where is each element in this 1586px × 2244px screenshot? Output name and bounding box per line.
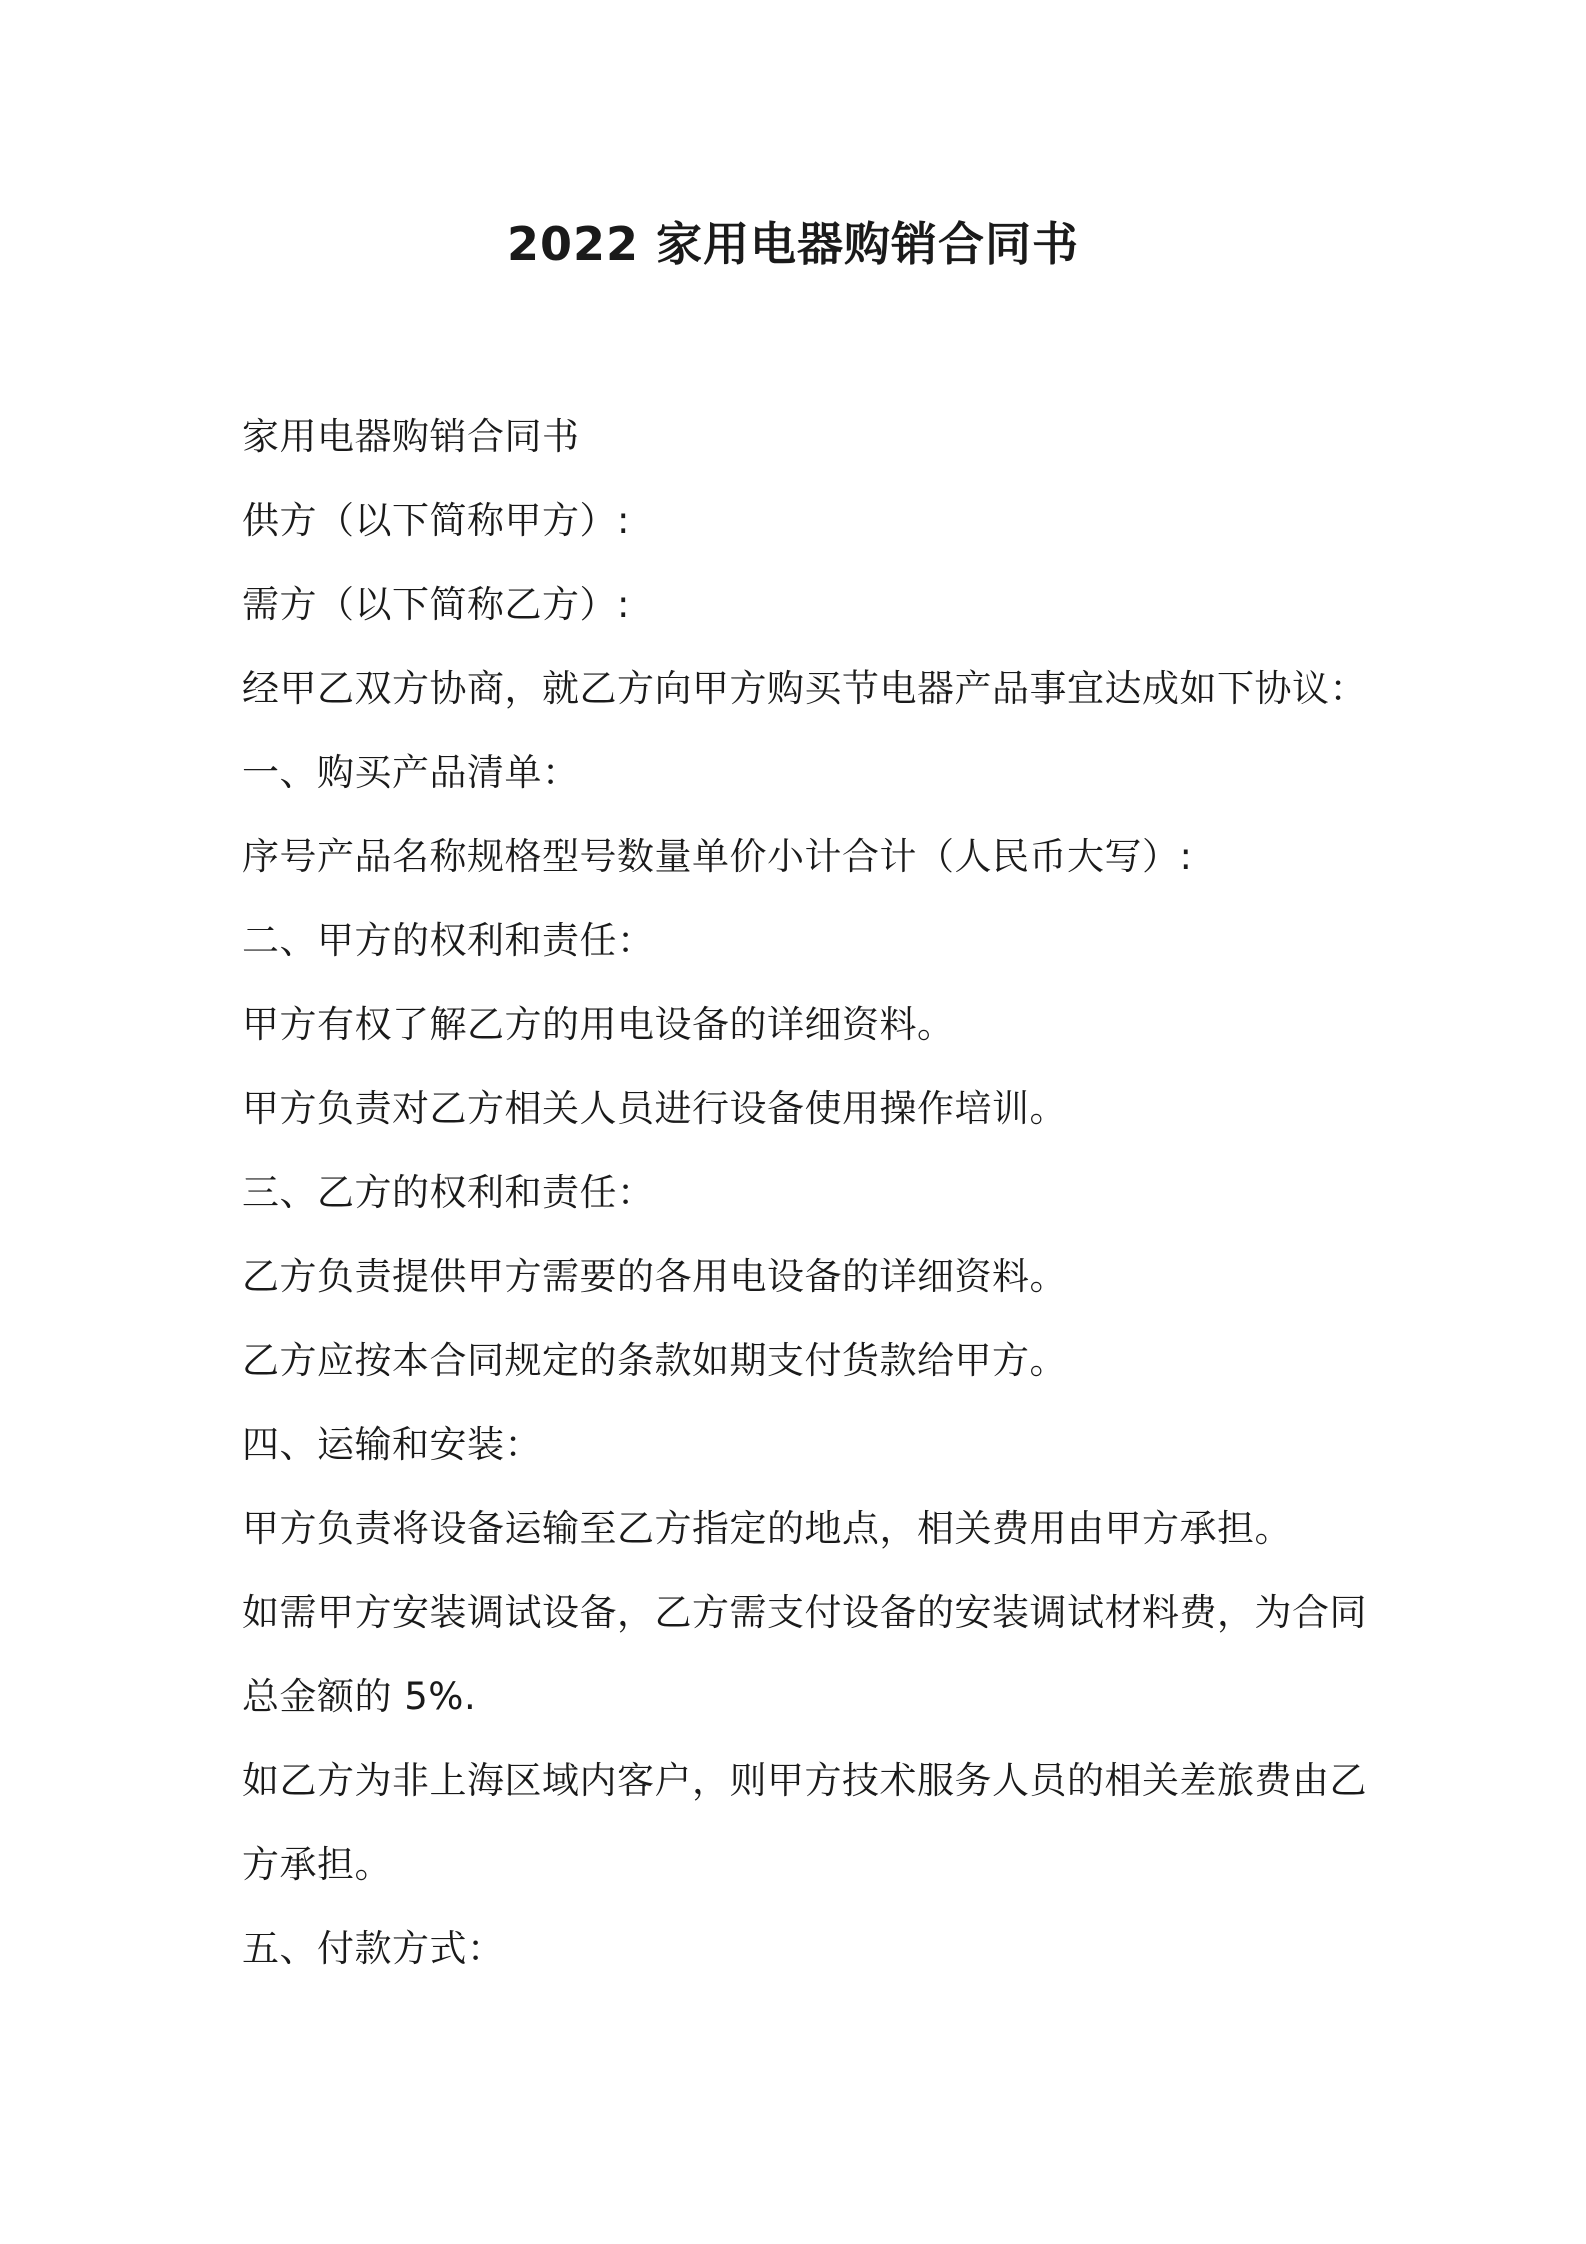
section-2-heading: 二、甲方的权利和责任： xyxy=(242,919,655,962)
product-list-header: 序号产品名称规格型号数量单价小计合计（人民币大写）: xyxy=(242,835,1193,878)
document-title: 2022 家用电器购销合同书 xyxy=(506,217,1080,271)
party-a-duty-1: 甲方负责对乙方相关人员进行设备使用操作培训。 xyxy=(242,1087,1067,1130)
section-5-heading: 五、付款方式： xyxy=(242,1927,505,1970)
section-1-heading: 一、购买产品清单： xyxy=(242,751,580,794)
party-b-duty-2: 乙方应按本合同规定的条款如期支付货款给甲方。 xyxy=(242,1339,1067,1382)
buyer-line: 需方（以下简称乙方）: xyxy=(242,583,630,626)
installation-clause-line-2: 总金额的 5%. xyxy=(242,1675,477,1718)
section-3-heading: 三、乙方的权利和责任： xyxy=(242,1171,655,1214)
party-b-duty-1: 乙方负责提供甲方需要的各用电设备的详细资料。 xyxy=(242,1255,1067,1298)
travel-cost-clause-line-1: 如乙方为非上海区域内客户，则甲方技术服务人员的相关差旅费由乙 xyxy=(242,1759,1367,1802)
installation-clause-line-1: 如需甲方安装调试设备，乙方需支付设备的安装调试材料费，为合同 xyxy=(242,1591,1367,1634)
supplier-line: 供方（以下简称甲方）: xyxy=(242,499,630,542)
section-4-heading: 四、运输和安装： xyxy=(242,1423,542,1466)
agreement-intro: 经甲乙双方协商，就乙方向甲方购买节电器产品事宜达成如下协议： xyxy=(242,667,1367,710)
travel-cost-clause-line-2: 方承担。 xyxy=(242,1843,392,1886)
party-a-right-1: 甲方有权了解乙方的用电设备的详细资料。 xyxy=(242,1003,955,1046)
transport-clause: 甲方负责将设备运输至乙方指定的地点，相关费用由甲方承担。 xyxy=(242,1507,1292,1550)
contract-heading: 家用电器购销合同书 xyxy=(242,415,580,458)
